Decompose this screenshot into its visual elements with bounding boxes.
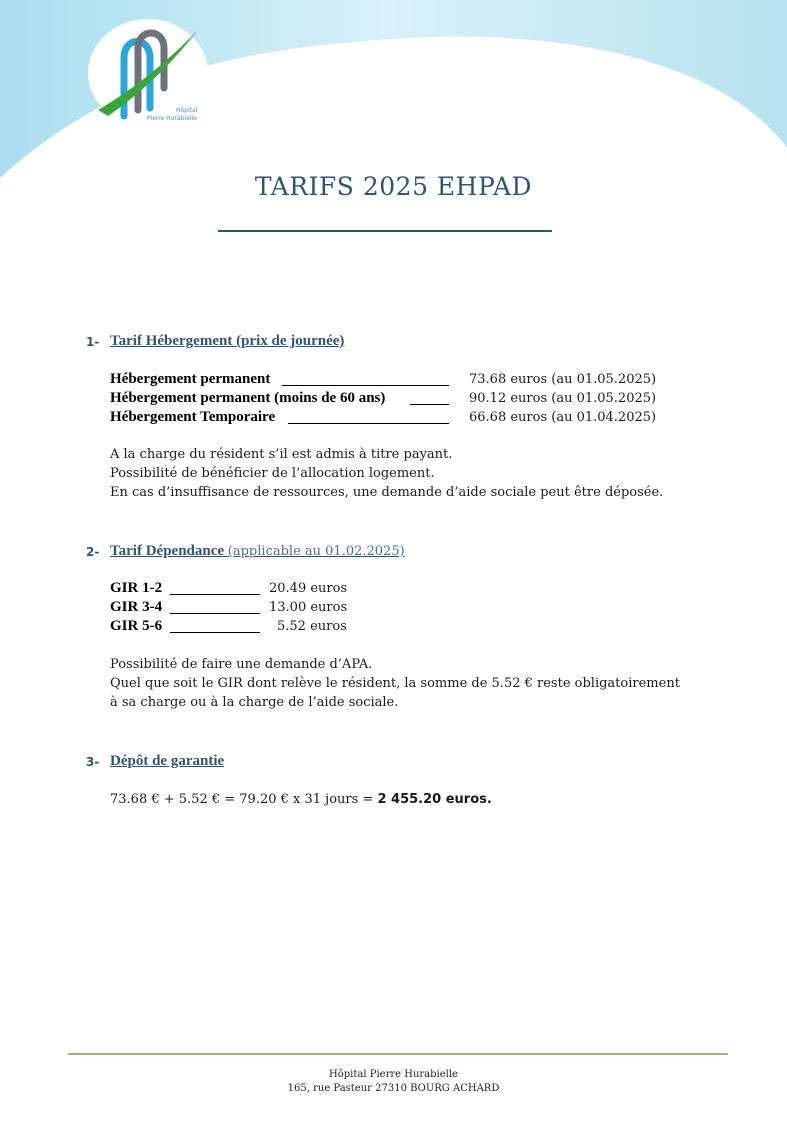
gir-label: GIR 1-2 [110,580,163,596]
tariff-label: Hébergement permanent [110,371,271,387]
tariff-row [110,409,670,428]
logo-text-line1: Hôpital [176,107,198,114]
gir-label: GIR 5-6 [110,618,163,634]
gir-row [110,618,410,637]
section-2-subtitle: (applicable au 01.02.2025) [227,544,405,559]
title-underline [218,230,552,232]
section-2-note: Quel que soit le GIR dont relève le résident, la somme de 5.52 € reste obligatoirement [110,676,680,691]
gir-label: GIR 3-4 [110,599,163,615]
footer-hospital-name: Hôpital Pierre Hurabielle [329,1069,458,1080]
section-2-title [110,543,405,560]
page-title: TARIFS 2025 EHPAD [254,172,533,201]
deposit-formula [110,792,492,807]
section-2-note: à sa charge ou à la charge de l’aide sociale. [110,695,399,710]
footer-address: 165, rue Pasteur 27310 BOURG ACHARD [287,1083,500,1094]
gir-value: 20.49 euros [269,581,348,596]
section-1-title: Tarif Hébergement (prix de journée) [110,333,345,349]
section-2-title-text: Tarif Dépendance [110,543,225,559]
gir-row [110,580,410,599]
tariff-value: 90.12 euros (au 01.05.2025) [469,391,657,406]
fill-line [170,613,260,614]
section-1-note: A la charge du résident s’il est admis à titre payant. [110,447,453,462]
deposit-total: 2 455.20 euros. [377,792,492,807]
section-1-note: Possibilité de bénéficier de l’allocation logement. [110,466,435,481]
section-3-title: Dépôt de garantie [110,753,225,769]
deposit-calculation: 73.68 € + 5.52 € = 79.20 € x 31 jours = [110,792,378,807]
section-1-note: En cas d’insuffisance de ressources, une demande d’aide sociale peut être déposée. [110,485,664,500]
section-2-note: Possibilité de faire une demande d’APA. [110,657,373,672]
tariff-value: 73.68 euros (au 01.05.2025) [469,372,657,387]
tariff-row [110,371,670,390]
section-2-number: 2- [86,545,100,559]
footer-divider [68,1053,728,1055]
tariff-label: Hébergement Temporaire [110,409,276,425]
gir-value: 13.00 euros [269,600,348,615]
section-1-number: 1- [86,335,100,349]
tariff-label: Hébergement permanent (moins de 60 ans) [110,390,386,406]
section-3-number: 3- [86,755,100,769]
tariff-value: 66.68 euros (au 01.04.2025) [469,410,657,425]
fill-line [410,404,449,405]
fill-line [282,385,449,386]
tariff-row [110,390,670,409]
logo-text-line2: Pierre Hurabielle [147,115,197,122]
gir-row [110,599,410,618]
fill-line [288,423,449,424]
gir-value: 5.52 euros [277,619,347,634]
fill-line [170,594,260,595]
fill-line [170,632,260,633]
